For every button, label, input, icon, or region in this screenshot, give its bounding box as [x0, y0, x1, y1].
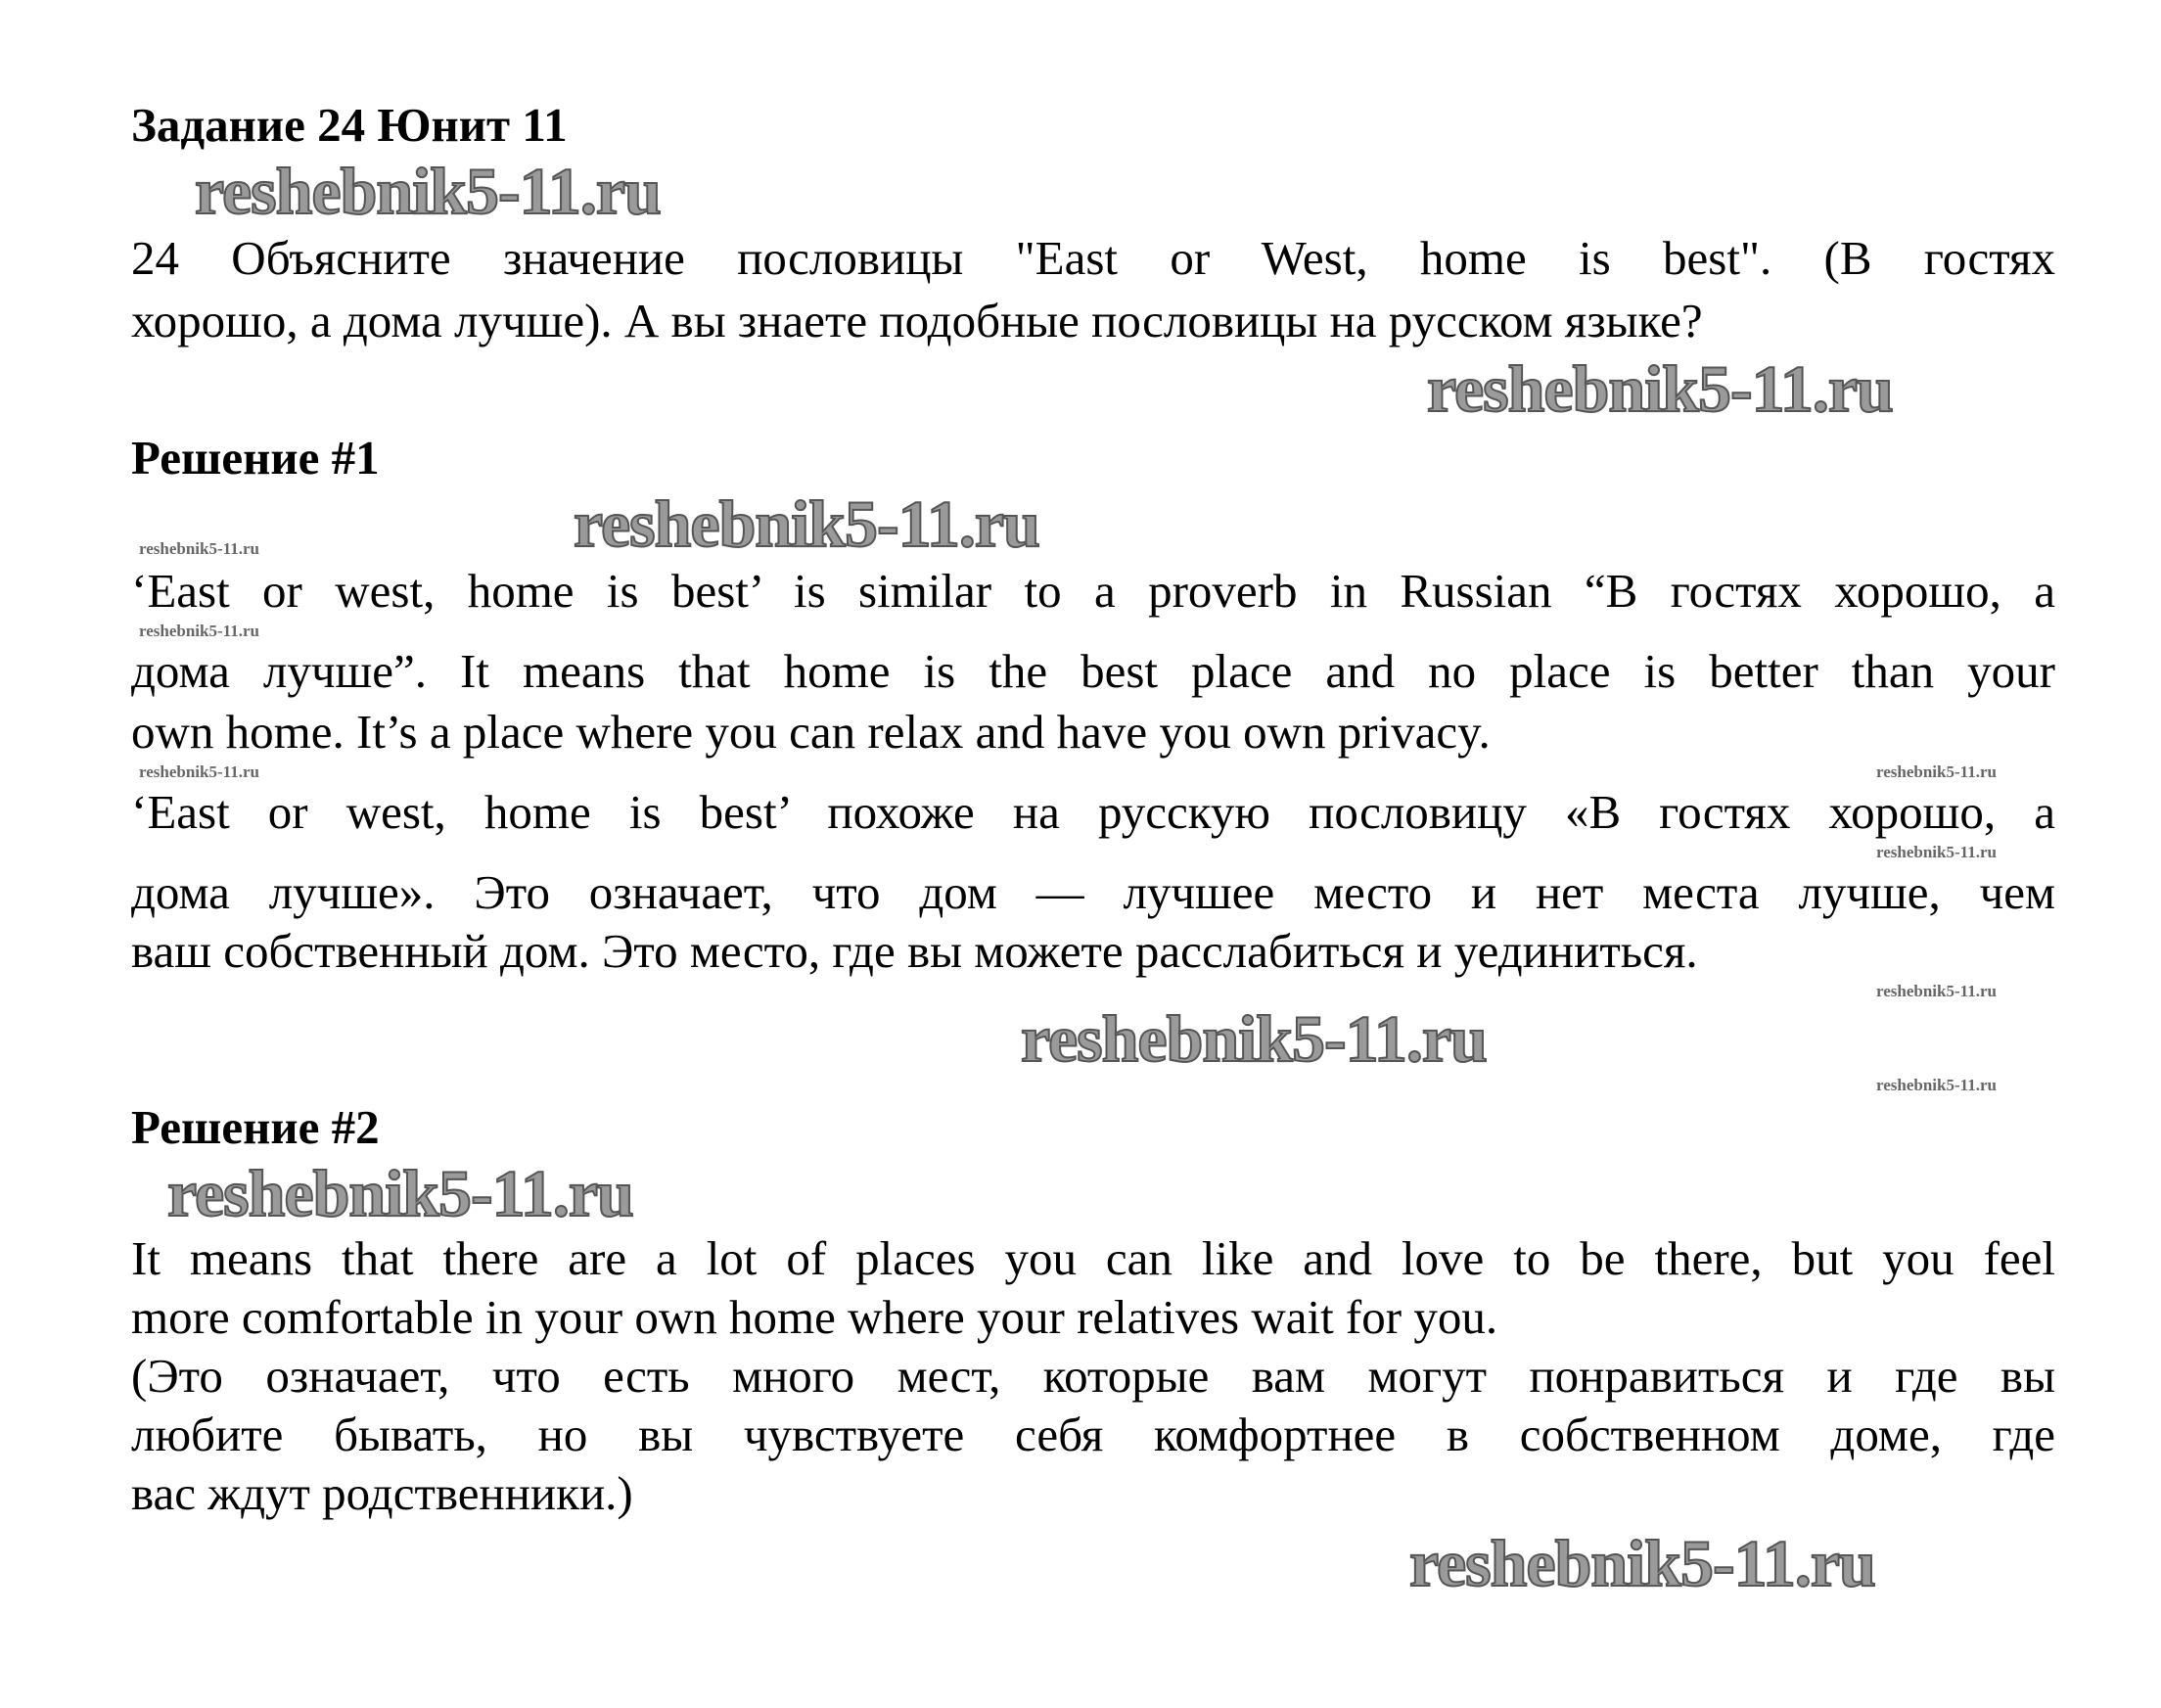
solution2-line: more comfortable in your own home where your relatives wait for you. [131, 1290, 1498, 1344]
watermark-small: reshebnik5-11.ru [139, 762, 259, 781]
watermark: reshebnik5-11.ru [1021, 1001, 1487, 1076]
solution1-line: ваш собственный дом. Это место, где вы можете расслабиться и уединиться. [131, 924, 1698, 978]
solution1-heading: Решение #1 [131, 431, 380, 485]
solution2-line: вас ждут родственники.) [131, 1466, 633, 1520]
watermark: reshebnik5-11.ru [1409, 1526, 1875, 1600]
task-text-line: хорошо, а дома лучше). А вы знаете подобные пословицы на русском языке? [131, 294, 1703, 347]
watermark-small: reshebnik5-11.ru [139, 622, 259, 640]
solution2-line: любите бывать, но вы чувствуете себя комфортнее в собственном доме, где [131, 1408, 2055, 1461]
watermark: reshebnik5-11.ru [195, 154, 661, 228]
solution1-line: ‘East or west, home is best’ похоже на русскую пословицу «В гостях хорошо, а [131, 785, 2055, 839]
solution1-line: own home. It’s a place where you can relax and have you own privacy. [131, 705, 1491, 759]
solution2-line: (Это означает, что есть много мест, которые вам могут понравиться и где вы [131, 1349, 2055, 1403]
task-title: Задание 24 Юнит 11 [131, 98, 568, 152]
watermark: reshebnik5-11.ru [574, 486, 1039, 561]
task-text-line: 24 Объясните значение пословицы "East or West, home is best". (В гостях [131, 231, 2055, 285]
solution2-heading: Решение #2 [131, 1100, 380, 1154]
watermark-small: reshebnik5-11.ru [139, 539, 259, 558]
watermark: reshebnik5-11.ru [167, 1156, 633, 1230]
solution2-line: It means that there are a lot of places you can like and love to be there, but you feel [131, 1231, 2055, 1285]
solution1-line: дома лучше». Это означает, что дом — лучшее место и нет места лучше, чем [131, 865, 2055, 919]
watermark-small: reshebnik5-11.ru [1876, 843, 1997, 861]
solution1-line: дома лучше”. It means that home is the best place and no place is better than your [131, 644, 2055, 698]
watermark-small: reshebnik5-11.ru [1876, 1076, 1997, 1094]
watermark-small: reshebnik5-11.ru [1876, 762, 1997, 781]
watermark: reshebnik5-11.ru [1427, 351, 1893, 426]
solution1-line: ‘East or west, home is best’ is similar to a proverb in Russian “В гостях хорошо, а [131, 564, 2055, 618]
watermark-small: reshebnik5-11.ru [1876, 982, 1997, 1000]
